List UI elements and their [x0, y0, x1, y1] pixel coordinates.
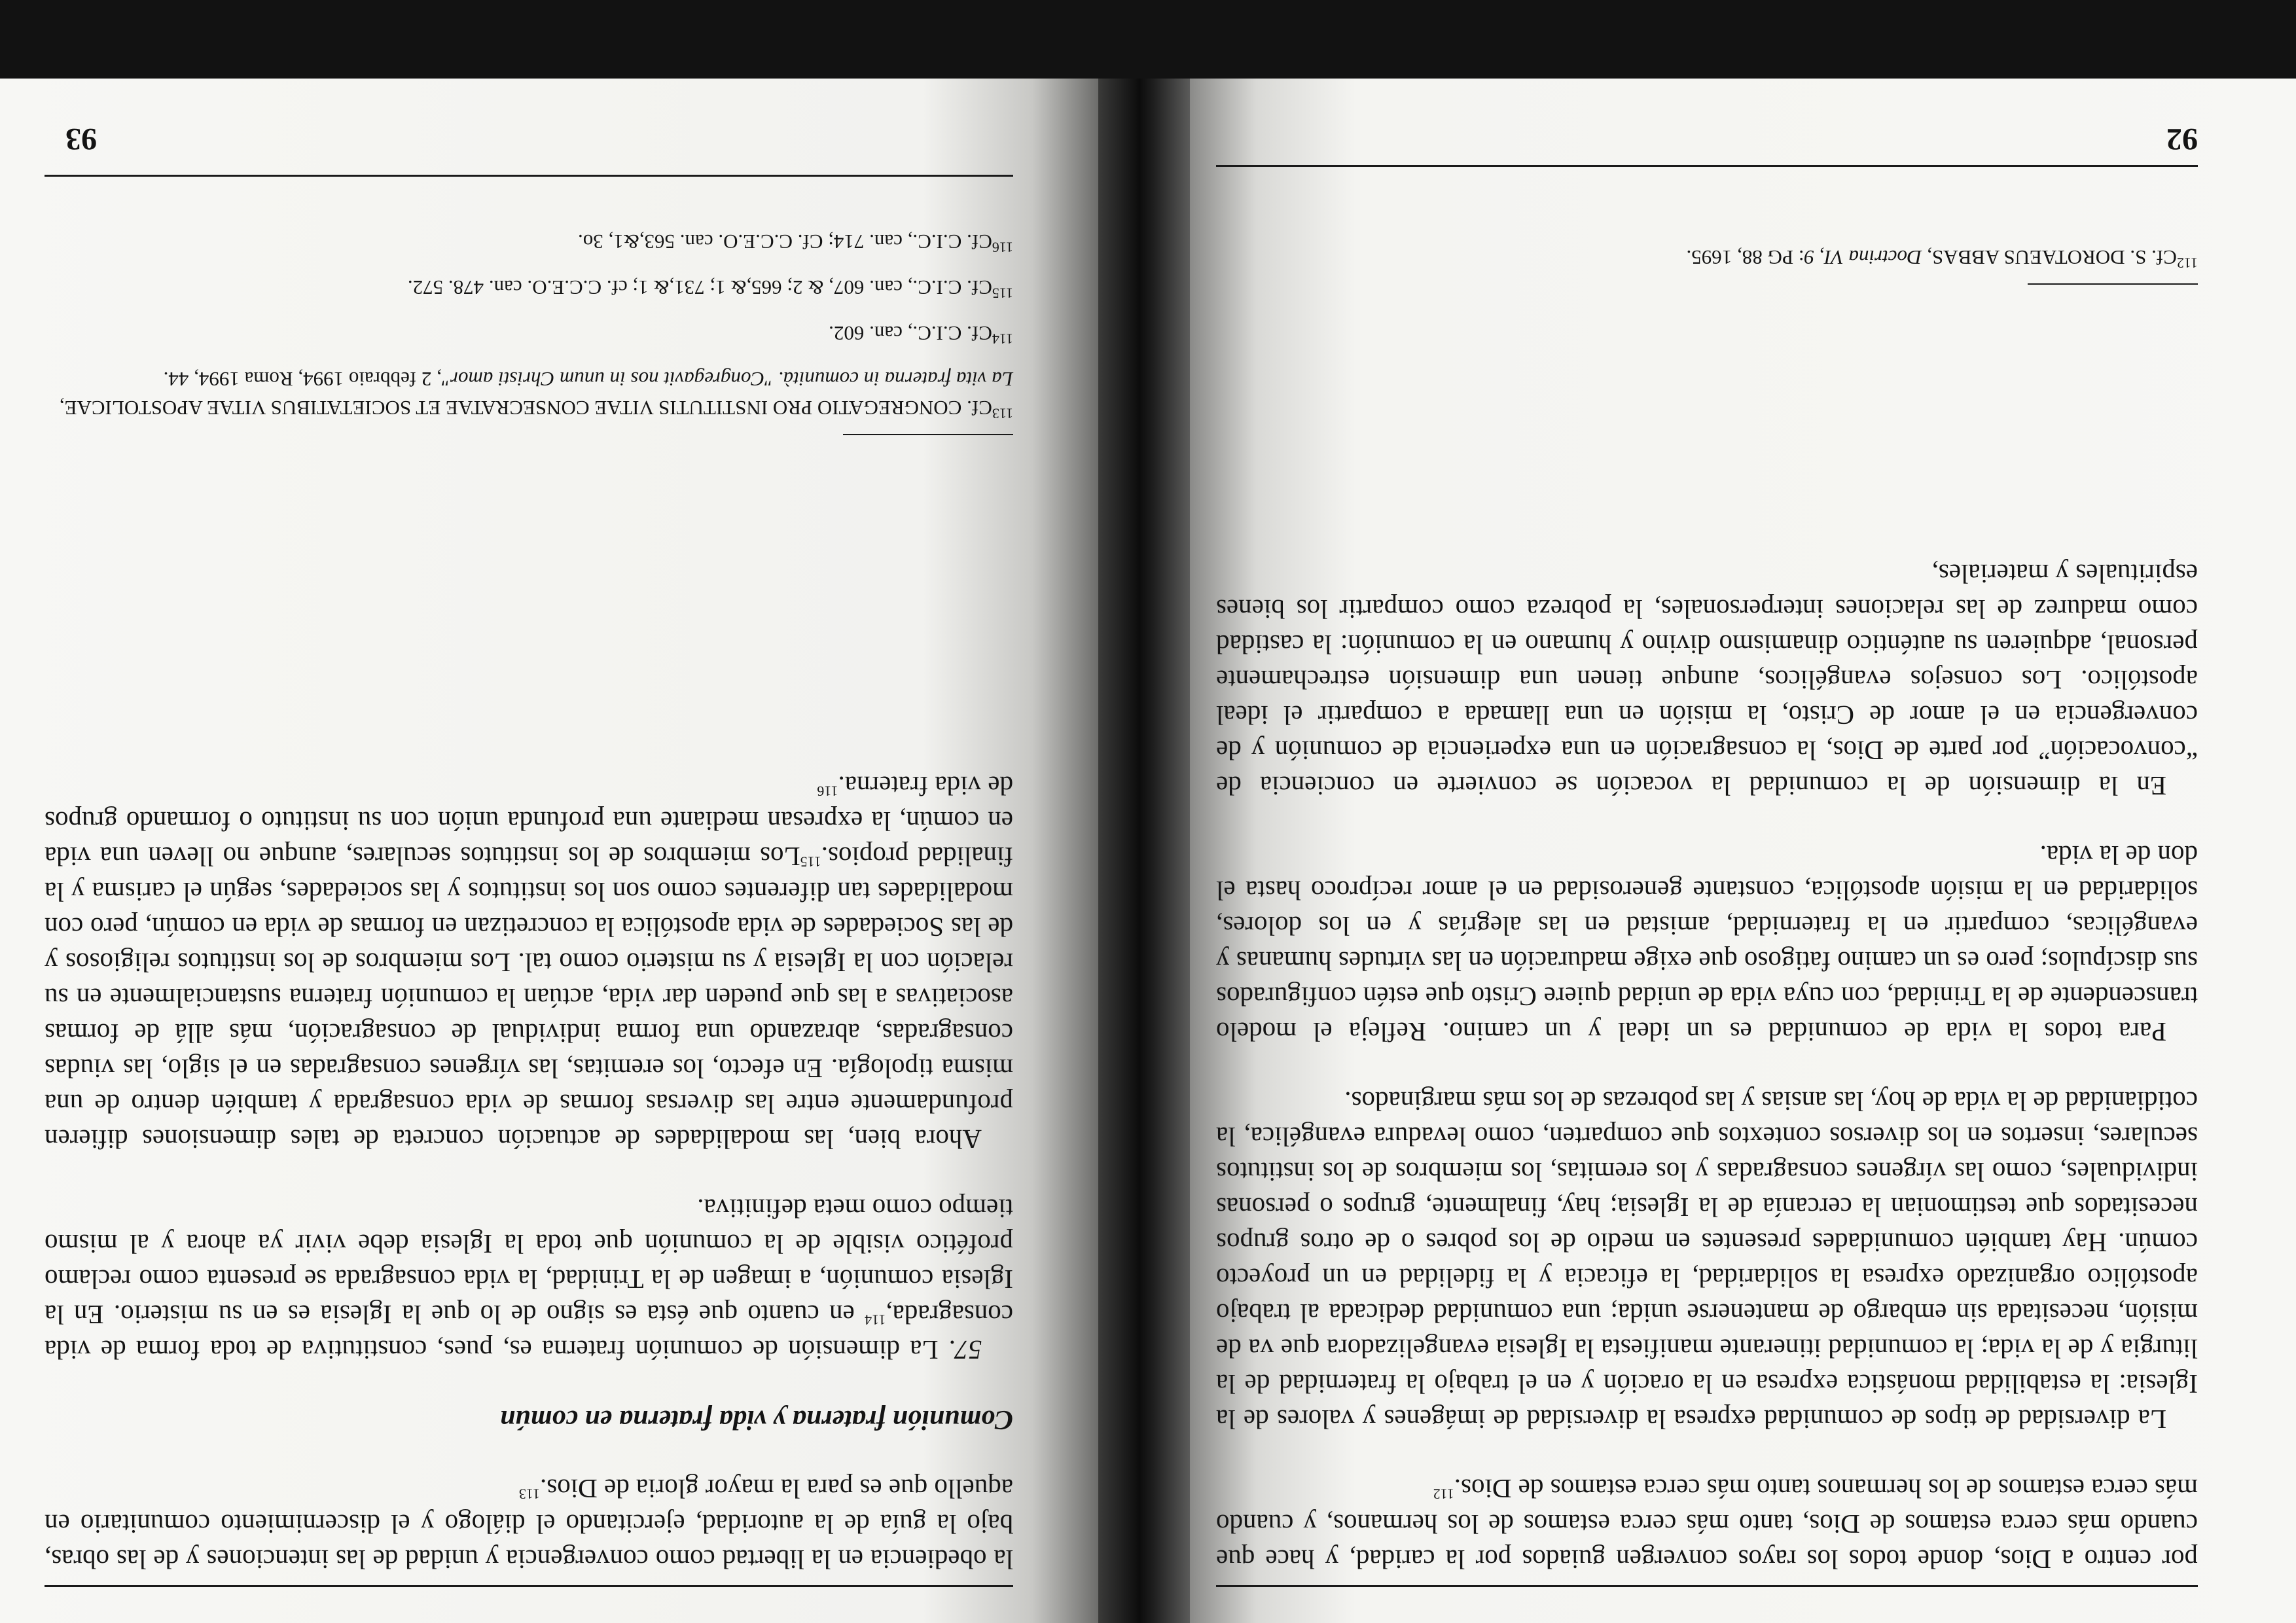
footnote: $^{115}$Cf. C.I.C., can. 607, & 2; 665,& 1; 731,& 1; cf. C.C.E.O. can. 478. 572. — [407, 276, 1013, 302]
footnote-ref: 116 — [817, 783, 838, 800]
paragraph: Ahora bien, las modalidades de actuación concreta de tales dimensiones difieren profundamente entre las diversas formas de vida consagrada y también dentro de una misma tipología. En efecto, los eremitas, las vírgenes consagradas en el siglo, las viudas consagradas, abrazando una forma individual de consagración, más allá de formas asociativas a las que pueden dar vida, actúan la comunión fraterna sustancialmente en su relación con la Iglesia y su misterio como tal. Los miembros de los institutos religiosos y de las Sociedades de vida apostólica la concretizan en formas de vida en común, pero con modalidades tan diferentes como son los institutos y las sociedades, según el carisma y la finalidad propios.$^{115}$Los miembros de los institutos seculares, aunque no lleven una vida en común, la expresan mediante una profunda unión con su instituto o formando grupos de vida fraterna.$^{116}$ — [45, 771, 1013, 1154]
right-footnotes — [45, 210, 1013, 422]
page-number: 93 — [65, 122, 97, 156]
page-number: 92 — [2166, 122, 2198, 156]
paragraph: La diversidad de tipos de comunidad expresa la diversidad de imágenes y valores de la Iglesia: la estabilidad monástica expresa en la oración y en el trabajo la fraternidad de la liturgia y de la vida; la comunidad itinerante manifiesta la Iglesia evangelizadora que va de misión, necesitada sin embargo de mantenerse unida; una comunidad dedicada al trabajo apostólico organizado expresa la solidaridad, la eficacia y la fidelidad en un proyecto común. Hay también comunidades presentes en medio de los pobres o de otros grupos necesitados que testimonian la cercanía de la Iglesia; hay, finalmente, grupos o personas individuales, como las vírgenes consagradas y los eremitas, los miembros de los institutos seculares, insertos en los diversos contextos que comparten, como levadura evangélica, la cotidianidad de la vida de hoy, las ansias y las pobrezas de los más marginados. — [1216, 1086, 2198, 1435]
footnote: $^{113}$Cf. CONGREGATIO PRO INSTITUTIS VITAE CONSECRATAE ET SOCIETATIBUS VITAE APOSTOLICAE, La vita fraterna in comunità. "Congregavit nos in unum Christi amor", 2 febbraio 1994, Roma 1994, 44. — [59, 368, 1013, 422]
paragraph: Para todos la vida de comunidad es un ideal y un camino. Refleja el modelo transcendente de la Trinidad, con cuya vida de unidad quiere Cristo que estén configurados sus discípulos; pero es un camino fatigoso que exige maduración en las virtudes humanas y evangélicas, compartir en la fraternidad, amistad en las alegrías y en los dolores, solidaridad en la misión apostólica, constante generosidad en el amor recíproco hasta el don de la vida. — [1216, 840, 2198, 1047]
footnote-rule — [843, 434, 1013, 435]
paragraph: la obediencia en la libertad como convergencia y unidad de las intenciones y de las obras, bajo la guía de la autoridad, ejercitando el diálogo y el discernimiento comunitario en aquello que es para la mayor gloria de Dios.$^{113}$ — [45, 1474, 1013, 1575]
paragraph-57: 57. La dimensión de comunión fraterna es, pues, constitutiva de toda forma de vida consagrada,$^{114}$ en cuanto que ésta es signo de lo que la Iglesia es en su misterio. En la Iglesia comunión, a imagen de la Trinidad, la vida consagrada se presenta como reclamo profético visible de la comunión que toda la Iglesia debe vivir ya ahora y al mismo tiempo como meta definitiva. — [45, 1194, 1013, 1365]
footnote-ref: 114 — [865, 1311, 886, 1329]
footnote-ref: 113 — [518, 1486, 541, 1503]
footnote: $^{116}$Cf. C.I.C., can. 714; Cf. C.C.E.O. can. 563,&1, 3o. — [577, 230, 1013, 256]
book-gutter — [1098, 79, 1190, 1623]
top-rule — [1216, 165, 2198, 167]
right-body-text — [45, 768, 1013, 1577]
footnote: $^{112}$Cf. S. DOROTAEUS ABBAS, Doctrina VI, 9: PG 88, 1695. — [1686, 246, 2198, 272]
text-top-rule — [1216, 1585, 2198, 1587]
text-top-rule — [45, 1585, 1013, 1587]
paragraph: por centro a Dios, donde todos los rayos convergen guiados por la caridad, y hace que cuando más cerca estamos de Dios, tanto más cerca estamos de los hermanos, y cuando más cerca estamos de los hermanos tanto más cerca estamos de Dios.$^{112}$ — [1216, 1474, 2198, 1575]
paragraph: En la dimensión de la comunidad la vocación se convierte en conciencia de “convocación” por parte de Dios, la consagración en una experiencia de comunión y de convergencia en el amor de Cristo, la misión en una llamada a compartir el ideal apostólico. Los consejos evangélicos, aunque tienen una dimensión estrechamente personal, adquieren su auténtico dinamismo divino y humano en la comunión: la castidad como madurez de las relaciones interpersonales, la pobreza como compartir los bienes espirituales y materiales, — [1216, 559, 2198, 801]
page-92 — [1190, 79, 2296, 1623]
footnote-rule — [2028, 283, 2198, 285]
scanner-edge — [0, 0, 2296, 79]
footnote: $^{114}$Cf. C.I.C., can. 602. — [829, 322, 1013, 348]
page-93 — [0, 79, 1098, 1623]
bottom-rule — [45, 175, 1013, 177]
section-heading: Comunión fraterna y vida fraterna en común — [499, 1404, 1013, 1435]
left-body-text — [1216, 556, 2198, 1577]
left-footnotes — [1216, 226, 2198, 272]
footnote-ref: 112 — [1433, 1486, 1454, 1503]
footnote-ref: 115 — [800, 853, 821, 870]
